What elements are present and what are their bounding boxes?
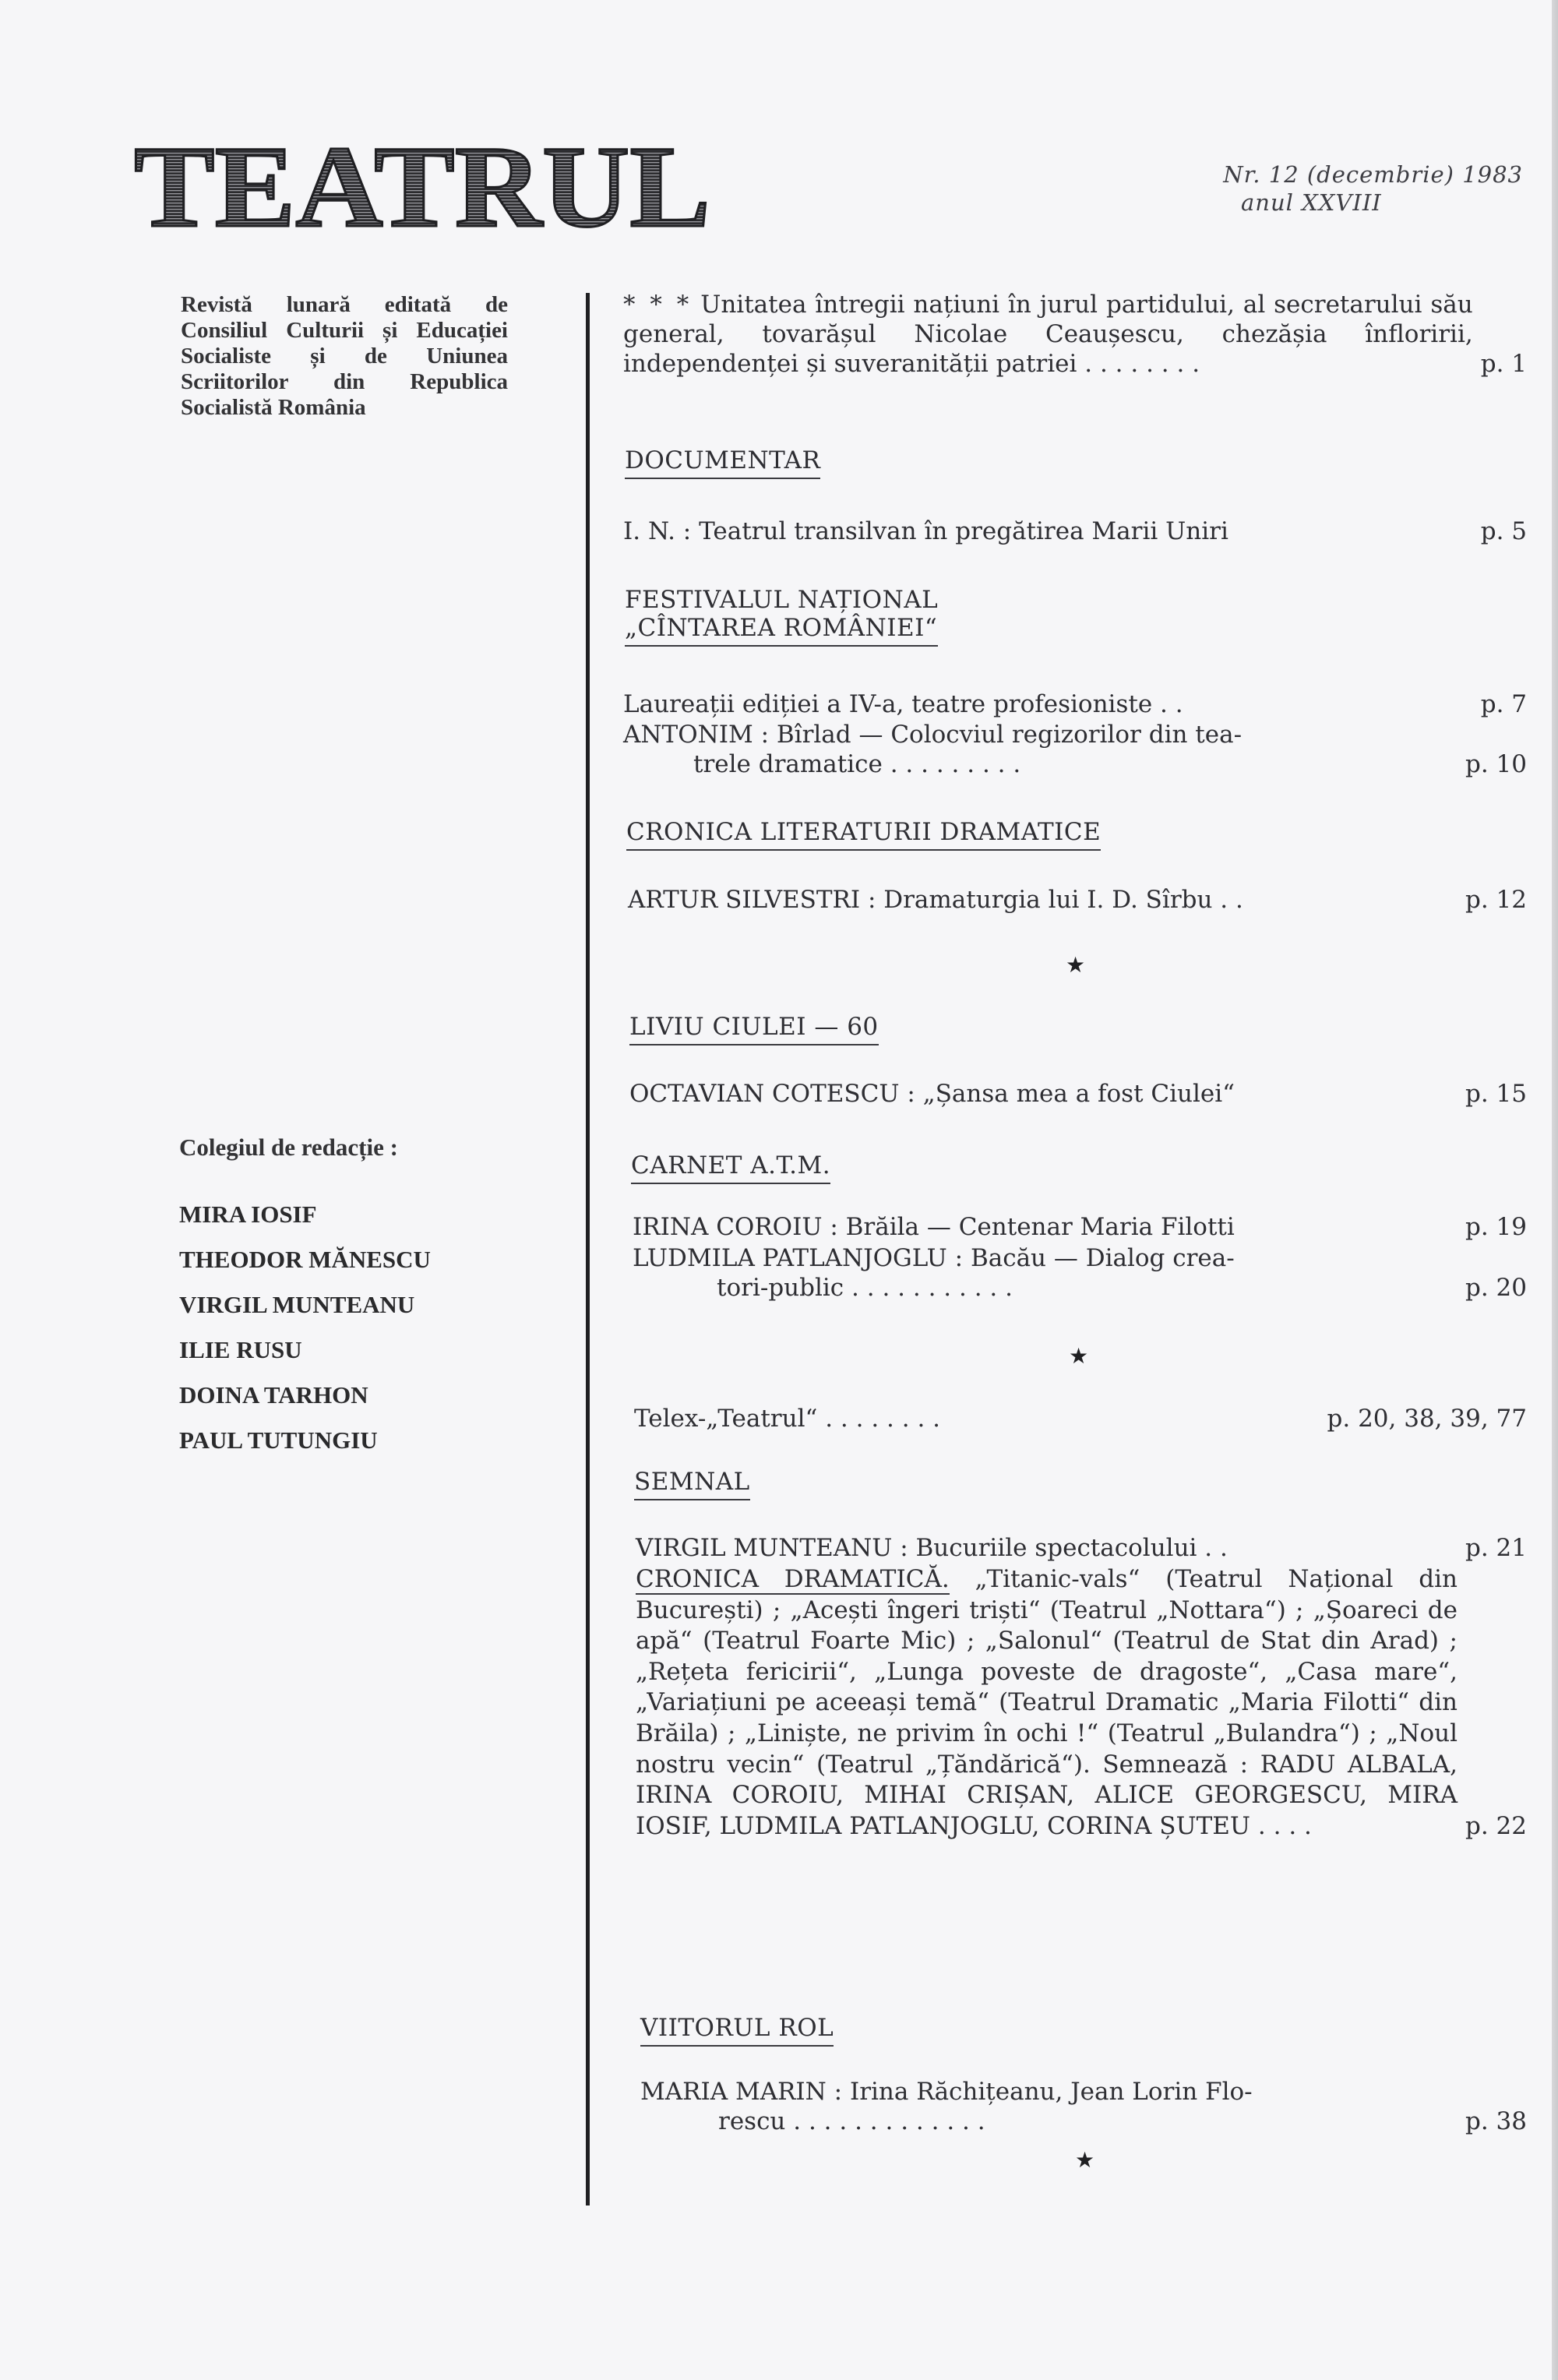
- section-heading-documentar: DOCUMENTAR: [625, 446, 820, 479]
- page-ref: p. 22: [1465, 1811, 1527, 1840]
- entry-text: ANTONIM : Bîrlad — Colocviul regizorilor din tea-: [623, 721, 1243, 749]
- page-ref: p. 10: [1465, 750, 1527, 778]
- page-ref: p. 12: [1465, 886, 1527, 914]
- toc-entry: [623, 689, 1527, 719]
- festival-heading-line1: FESTIVALUL NAȚIONAL: [625, 586, 939, 614]
- toc-entry: [628, 885, 1527, 915]
- board-member: VIRGIL MUNTEANU: [179, 1291, 415, 1318]
- toc-entry-telex: [634, 1404, 1527, 1433]
- masthead-logo: [131, 131, 723, 234]
- page-ref: p. 15: [1465, 1080, 1527, 1108]
- board-title: Colegiul de redacție :: [179, 1134, 398, 1161]
- entry-text: MARIA MARIN : Irina Răchițeanu, Jean Lorin Flo-: [640, 2078, 1253, 2106]
- page-ref: p. 7: [1480, 690, 1527, 718]
- section-heading-ciulei: LIVIU CIULEI — 60: [629, 1013, 879, 1045]
- board-member: MIRA IOSIF: [179, 1201, 317, 1228]
- column-divider: [586, 293, 590, 2205]
- entry-text: Telex-„Teatrul“ . . . . . . . .: [634, 1405, 941, 1433]
- entry-text-cont: tori-public . . . . . . . . . . .: [717, 1274, 1013, 1302]
- entry-text: LUDMILA PATLANJOGLU : Bacău — Dialog crea-: [633, 1244, 1235, 1272]
- intro-stars: * * *: [623, 291, 693, 319]
- section-heading-festival: [625, 586, 938, 647]
- entry-text-cont: trele dramatice . . . . . . . . .: [693, 750, 1021, 778]
- toc-entry-cronica-dramatica: [636, 1564, 1527, 1842]
- intro-text: Unitatea întregii națiuni în jurul partidului, al secretarului său general, tovarășul Nicolae Ceaușescu, chezășia înfloririi, independenței și suveranității patriei . . . . . . . .: [623, 291, 1473, 378]
- entry-text: ARTUR SILVESTRI : Dramaturgia lui I. D. Sîrbu . .: [628, 886, 1243, 914]
- toc-entry: [623, 517, 1527, 546]
- entry-text: I. N. : Teatrul transilvan în pregătirea Marii Uniri: [623, 517, 1228, 545]
- board-member: PAUL TUTUNGIU: [179, 1426, 378, 1454]
- board-member: ILIE RUSU: [179, 1336, 302, 1363]
- section-heading-cronica-literaturii: CRONICA LITERATURII DRAMATICE: [626, 818, 1101, 851]
- toc-entry-intro: [623, 290, 1527, 379]
- page-ref: p. 5: [1480, 517, 1527, 545]
- page-ref: p. 20, 38, 39, 77: [1327, 1405, 1527, 1433]
- toc-entry: [636, 1533, 1527, 1563]
- toc-entry: [633, 1212, 1527, 1242]
- page-ref: p. 19: [1465, 1213, 1527, 1241]
- publisher-note: Revistă lunară editată de Consiliul Culturii și Educației Socialiste și de Uniunea Scriitorilor din Republica Socialistă România: [181, 292, 508, 420]
- issue-number: Nr. 12 (decembrie) 1983: [1223, 161, 1523, 188]
- festival-heading-line2: „CÎNTAREA ROMÂNIEI“: [625, 614, 938, 642]
- board-members: [179, 1192, 538, 1463]
- section-heading-carnet: CARNET A.T.M.: [631, 1151, 830, 1184]
- issue-year: anul XXVIII: [1241, 189, 1382, 216]
- masthead-title: TEATRUL: [134, 131, 710, 234]
- page-ref: p. 1: [1480, 350, 1527, 378]
- page-edge: [1552, 0, 1558, 2380]
- section-heading-semnal: SEMNAL: [634, 1468, 750, 1500]
- star-separator: ★: [1069, 1343, 1089, 1369]
- issue-info: [1149, 160, 1523, 217]
- board-member: THEODOR MĂNESCU: [179, 1246, 431, 1273]
- page-ref: p. 38: [1465, 2107, 1527, 2135]
- section-heading-viitorul-rol: VIITORUL ROL: [640, 2014, 834, 2047]
- entry-text-cont: rescu . . . . . . . . . . . . .: [718, 2107, 985, 2135]
- toc-entry: [633, 1243, 1527, 1303]
- page-ref: p. 21: [1465, 1534, 1527, 1562]
- board-member: DOINA TARHON: [179, 1381, 368, 1409]
- star-separator: ★: [1075, 2147, 1095, 2173]
- entry-text: OCTAVIAN COTESCU : „Șansa mea a fost Ciulei“: [629, 1080, 1235, 1108]
- toc-entry: [629, 1079, 1527, 1109]
- toc-entry: [640, 2077, 1527, 2136]
- cronica-dramatica-heading: CRONICA DRAMATICĂ.: [636, 1565, 950, 1593]
- entry-text: IRINA COROIU : Brăila — Centenar Maria Filotti: [633, 1213, 1235, 1241]
- toc-entry: [623, 720, 1527, 779]
- cronica-dramatica-text: „Titanic-vals“ (Teatrul Național din București) ; „Acești îngeri triști“ (Teatrul „Nottara“) ; „Șoareci de apă“ (Teatrul Foarte Mic) ; „Salonul“ (Teatrul de Stat din Arad) ; „Rețeta fericirii“, „Lunga poveste de dragoste“, „Casa mare“, „Variațiuni pe aceeași temă“ (Teatrul Dramatic „Maria Filotti“ din Brăila) ; „Liniște, ne privim în ochi !“ (Teatrul „Bulandra“) ; „Noul nostru vecin“ (Teatrul „Țăndărică“). Semnează : RADU ALBALA, IRINA COROIU, MIHAI CRIȘAN, ALICE GEORGESCU, MIRA IOSIF, LUDMILA PATLANJOGLU, CORINA ȘUTEU . . . .: [636, 1565, 1458, 1840]
- page-ref: p. 20: [1465, 1274, 1527, 1302]
- entry-text: VIRGIL MUNTEANU : Bucuriile spectacolului . .: [636, 1534, 1228, 1562]
- star-separator: ★: [1066, 952, 1086, 978]
- entry-text: Laureații ediției a IV-a, teatre profesioniste . .: [623, 690, 1183, 718]
